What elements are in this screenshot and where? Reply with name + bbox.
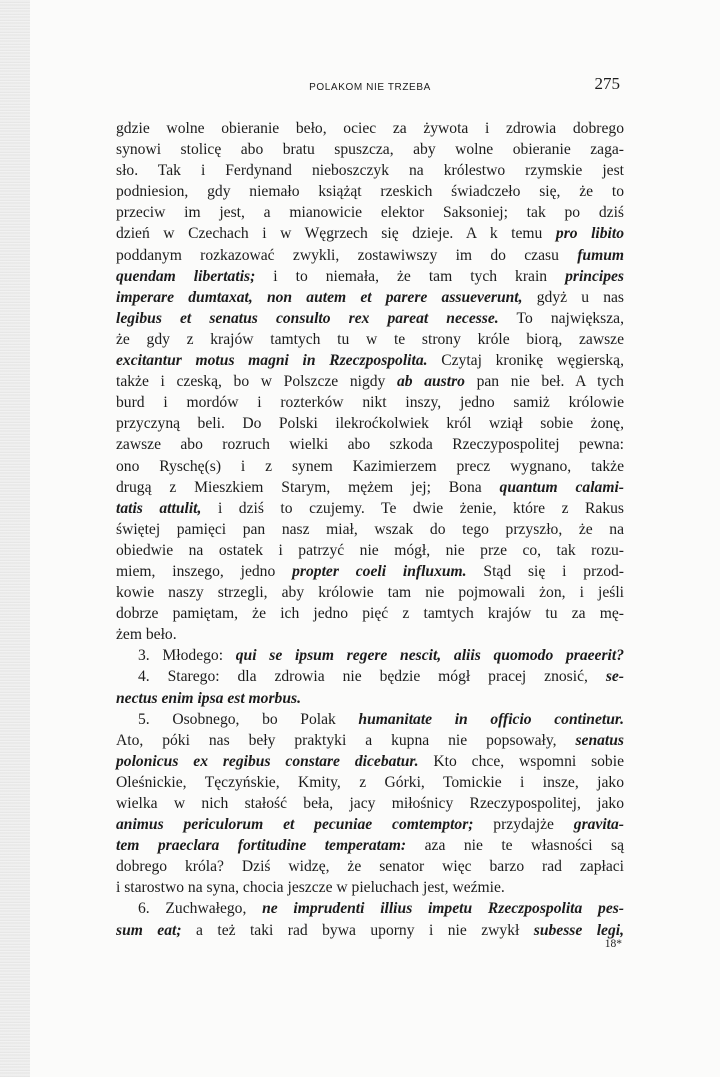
text-line: i starostwo na syna, chocia jeszcze w pieluchach jest, weźmie. (116, 879, 505, 897)
text-line: dobrego króla? Dziś widzę, że senator więc barzo rad zapłaci (116, 858, 624, 876)
text-line: drugą z Mieszkiem Starym, mężem jej; Bona quantum calami- (116, 478, 624, 496)
text-line: synowi stolicę abo bratu spuszcza, aby wolne obieranie zaga- (116, 141, 624, 159)
text-line: także i czeską, bo w Polszcze nigdy ab austro pan nie beł. A tych (116, 373, 624, 391)
text-line: tatis attulit, i dziś to czujemy. Te dwie żenie, które z Rakus (116, 499, 624, 517)
text-line: excitantur motus magni in Rzeczpospolita. Czytaj kronikę węgierską, (116, 352, 624, 370)
text-line: poddanym rozkazować zwykli, zostawiwszy im do czasu fumum (116, 246, 624, 264)
text-line: animus periculorum et pecuniae comtemptor; przydajże gravita- (116, 816, 625, 834)
text-line: świętej pamięci pan nasz miał, wszak do tego przyszło, że na (116, 520, 624, 538)
text-line: gdzie wolne obieranie beło, ociec za żywota i zdrowia dobrego (116, 120, 624, 137)
text-line: 6. Zuchwałego, ne imprudenti illius impetu Rzeczpospolita pes- (138, 900, 625, 918)
text-line: dobrze pamiętam, że ich jedno pięć z tamtych krajów tu za mę- (116, 605, 624, 623)
text-line: wielka w nich stałość beła, jacy miłośnicy Rzeczypospolitej, jako (116, 795, 624, 812)
running-head: POLAKOM NIE TRZEBA (309, 82, 431, 93)
text-line: quendam libertatis; i to niemała, że tam tych krain principes (116, 267, 624, 285)
page-edge-shadow (0, 0, 30, 1077)
text-line: obiedwie na ostatek i patrzyć nie mógł, nie prze co, tak rozu- (116, 541, 624, 559)
text-line: podniesion, gdy niemało książąt rzeskich świadczeło się, że to (116, 183, 624, 201)
text-line: przeciw im jest, a mianowicie elektor Saksoniej; tak po dziś (116, 204, 624, 222)
text-line: przyczyną beli. Do Polski ilekroćkolwiek król wziął sobie żonę, (116, 415, 624, 433)
text-line: 5. Osobnego, bo Polak humanitate in officio continetur. (138, 710, 624, 728)
text-line: imperare dumtaxat, non autem et parere assueverunt, gdyż u nas (116, 288, 624, 306)
text-line: żem beło. (116, 626, 177, 644)
text-line: 4. Starego: dla zdrowia nie będzie mógł pracej znosić, se- (138, 668, 624, 686)
text-line: zawsze abo rozruch wielki abo szkoda Rzeczypospolitej pewna: (116, 436, 624, 454)
text-line: sum eat; a też taki rad bywa uporny i nie zwykł subesse legi, (116, 921, 625, 939)
text-line: nectus enim ipsa est morbus. (116, 689, 301, 707)
text-line: Ato, póki nas beły praktyki a kupna nie popsowały, senatus (116, 731, 624, 749)
text-line: ono Ryschę(s) i z synem Kazimierzem precz wygnano, także (116, 457, 624, 475)
page-number: 275 (594, 74, 620, 93)
text-line: że gdy z krajów tamtych tu w te strony króle biorą, zawsze (116, 330, 624, 348)
body-text (116, 118, 624, 941)
text-line: Oleśnickie, Tęczyńskie, Kmity, z Górki, Tomickie i insze, jako (116, 773, 624, 791)
text-line: legibus et senatus consulto rex pareat necesse. To największa, (116, 309, 624, 327)
text-line: tem praeclara fortitudine temperatam: aza nie te własności są (116, 837, 624, 855)
text-line: sło. Tak i Ferdynand nieboszczyk na królestwo rzymskie jest (116, 162, 624, 180)
page-header (116, 74, 624, 98)
text-line: burd i mordów i rozterków nikt inszy, jedno samiż królowie (116, 394, 624, 412)
text-line: polonicus ex regibus constare dicebatur. Kto chce, wspomni sobie (116, 752, 624, 770)
signature-mark: 18* (604, 938, 622, 950)
text-line: miem, inszego, jedno propter coeli influxum. Stąd się i przod- (116, 562, 624, 580)
text-line: kowie naszy strzegli, aby królowie tam nie pojmowali żon, i jeśli (116, 584, 624, 602)
text-line: dzień w Czechach i w Węgrzech się dzieje. A k temu pro libito (116, 225, 625, 243)
text-line: 3. Młodego: qui se ipsum regere nescit, aliis quomodo praeerit? (138, 647, 624, 665)
